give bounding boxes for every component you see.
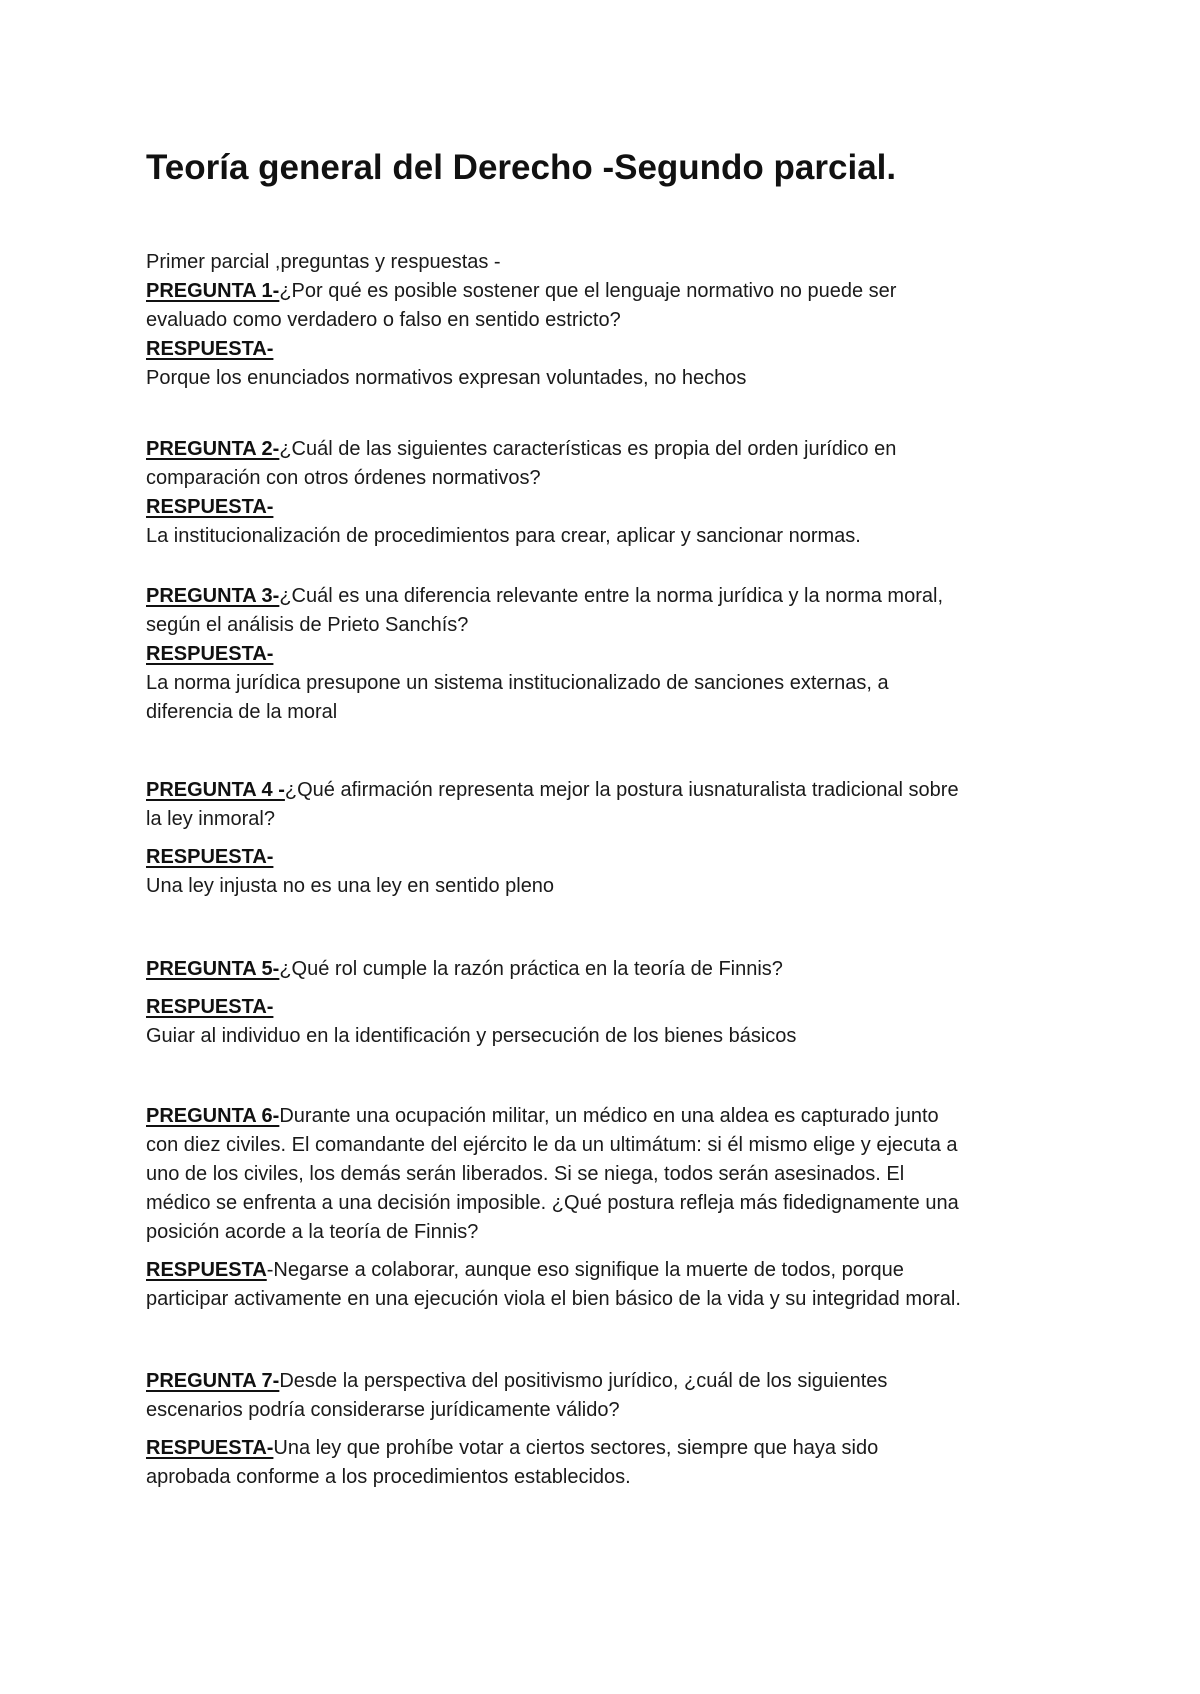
question-text: ¿Qué rol cumple la razón práctica en la teoría de Finnis? bbox=[279, 958, 783, 980]
document-title: Teoría general del Derecho -Segundo parcial. bbox=[146, 148, 897, 187]
question-label: PREGUNTA 7- bbox=[146, 1370, 280, 1392]
answer-label: RESPUESTA- bbox=[146, 496, 274, 518]
question-line bbox=[146, 955, 1066, 984]
qa-block-6 bbox=[146, 1102, 1066, 1314]
qa-block-7 bbox=[146, 1367, 1066, 1492]
answer-text: Porque los enunciados normativos expresan voluntades, no hechos bbox=[146, 367, 747, 389]
answer-line bbox=[146, 335, 1066, 364]
question-line bbox=[146, 435, 1066, 464]
question-text: médico se enfrenta a una decisión imposible. ¿Qué postura refleja más fidedignamente una bbox=[146, 1192, 959, 1214]
answer-line bbox=[146, 493, 1066, 522]
question-text: ¿Qué afirmación representa mejor la postura iusnaturalista tradicional sobre bbox=[284, 779, 959, 801]
question-line bbox=[146, 1102, 1066, 1131]
answer-text: aprobada conforme a los procedimientos establecidos. bbox=[146, 1466, 631, 1488]
answer-line bbox=[146, 843, 1066, 872]
answer-label: RESPUESTA- bbox=[146, 338, 274, 360]
question-text: evaluado como verdadero o falso en sentido estricto? bbox=[146, 309, 621, 331]
question-text: ¿Cuál de las siguientes características es propia del orden jurídico en bbox=[279, 438, 897, 460]
question-text: ¿Por qué es posible sostener que el lenguaje normativo no puede ser bbox=[279, 280, 897, 302]
answer-label: RESPUESTA bbox=[146, 1259, 267, 1281]
question-text: según el análisis de Prieto Sanchís? bbox=[146, 614, 469, 636]
qa-block-3 bbox=[146, 582, 1066, 727]
question-label: PREGUNTA 4 - bbox=[146, 779, 285, 801]
answer-text: participar activamente en una ejecución viola el bien básico de la vida y su integridad moral. bbox=[146, 1288, 961, 1310]
question-line bbox=[146, 1367, 1066, 1396]
qa-block-5 bbox=[146, 955, 1066, 1051]
answer-line bbox=[146, 1434, 1066, 1463]
question-text: escenarios podría considerarse jurídicamente válido? bbox=[146, 1399, 620, 1421]
answer-line bbox=[146, 1256, 1066, 1285]
qa-block-2 bbox=[146, 435, 1066, 551]
qa-block-1 bbox=[146, 277, 1066, 393]
question-text: ¿Cuál es una diferencia relevante entre la norma jurídica y la norma moral, bbox=[279, 585, 943, 607]
qa-block-4 bbox=[146, 776, 1066, 901]
answer-label: RESPUESTA- bbox=[146, 1437, 274, 1459]
question-line bbox=[146, 277, 1066, 306]
question-text: con diez civiles. El comandante del ejército le da un ultimátum: si él mismo elige y ejecuta a bbox=[146, 1134, 958, 1156]
answer-label: RESPUESTA- bbox=[146, 846, 274, 868]
question-label: PREGUNTA 5- bbox=[146, 958, 280, 980]
answer-line bbox=[146, 640, 1066, 669]
question-text: Durante una ocupación militar, un médico en una aldea es capturado junto bbox=[279, 1105, 939, 1127]
question-label: PREGUNTA 2- bbox=[146, 438, 280, 460]
question-line bbox=[146, 582, 1066, 611]
answer-text: Una ley que prohíbe votar a ciertos sectores, siempre que haya sido bbox=[273, 1437, 879, 1459]
question-label: PREGUNTA 3- bbox=[146, 585, 280, 607]
question-label: PREGUNTA 1- bbox=[146, 280, 280, 302]
answer-text: La norma jurídica presupone un sistema institucionalizado de sanciones externas, a bbox=[146, 672, 889, 694]
question-line bbox=[146, 776, 1066, 805]
answer-line bbox=[146, 993, 1066, 1022]
question-text: comparación con otros órdenes normativos? bbox=[146, 467, 541, 489]
answer-label: RESPUESTA- bbox=[146, 996, 274, 1018]
question-text: uno de los civiles, los demás serán liberados. Si se niega, todos serán asesinados. El bbox=[146, 1163, 905, 1185]
answer-text: diferencia de la moral bbox=[146, 701, 338, 723]
answer-label: RESPUESTA- bbox=[146, 643, 274, 665]
answer-text: Guiar al individuo en la identificación y persecución de los bienes básicos bbox=[146, 1025, 797, 1047]
answer-text: Una ley injusta no es una ley en sentido pleno bbox=[146, 875, 555, 897]
question-text: posición acorde a la teoría de Finnis? bbox=[146, 1221, 479, 1243]
answer-text: La institucionalización de procedimientos para crear, aplicar y sancionar normas. bbox=[146, 525, 861, 547]
intro-line: Primer parcial ,preguntas y respuestas - bbox=[146, 251, 501, 273]
answer-text: -Negarse a colaborar, aunque eso signifique la muerte de todos, porque bbox=[266, 1259, 904, 1281]
question-text: Desde la perspectiva del positivismo jurídico, ¿cuál de los siguientes bbox=[279, 1370, 888, 1392]
question-label: PREGUNTA 6- bbox=[146, 1105, 280, 1127]
question-text: la ley inmoral? bbox=[146, 808, 275, 830]
